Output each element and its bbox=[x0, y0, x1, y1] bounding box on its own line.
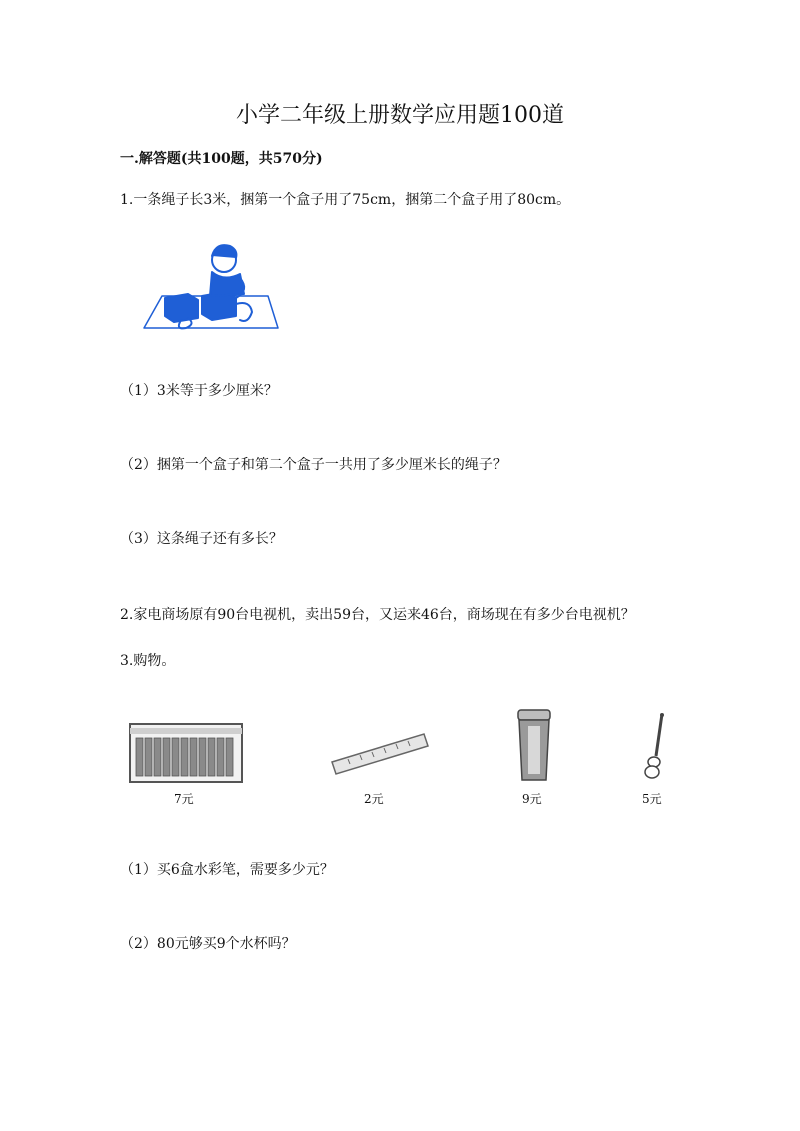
watercolor-pens-box-icon bbox=[128, 722, 244, 784]
question-1: 1.一条绳子长3米，捆第一个盒子用了75cm，捆第二个盒子用了80cm。 bbox=[120, 192, 571, 208]
question-2: 2.家电商场原有90台电视机，卖出59台，又运来46台，商场现在有多少台电视机？ bbox=[120, 607, 635, 623]
section-heading: 一.解答题(共100题，共570分) bbox=[120, 151, 323, 167]
ruler-icon bbox=[328, 730, 432, 776]
question-3: 3.购物。 bbox=[120, 653, 176, 669]
pens-price: 7元 bbox=[174, 792, 194, 806]
q3-sub-1: （1）买6盒水彩笔，需要多少元？ bbox=[120, 862, 334, 878]
q1-sub-3: （3）这条绳子还有多长？ bbox=[120, 531, 283, 547]
brush-price: 5元 bbox=[642, 792, 662, 806]
q1-sub-2: （2）捆第一个盒子和第二个盒子一共用了多少厘米长的绳子？ bbox=[120, 457, 507, 473]
page-title: 小学二年级上册数学应用题100道 bbox=[236, 103, 564, 128]
brush-icon bbox=[640, 712, 670, 782]
q1-sub-1: （1）3米等于多少厘米？ bbox=[120, 383, 278, 399]
water-cup-icon bbox=[514, 708, 554, 784]
cup-price: 9元 bbox=[522, 792, 542, 806]
q3-sub-2: （2）80元够买9个水杯吗？ bbox=[120, 936, 296, 952]
ruler-price: 2元 bbox=[364, 792, 384, 806]
boy-tying-boxes-illustration bbox=[140, 238, 280, 334]
